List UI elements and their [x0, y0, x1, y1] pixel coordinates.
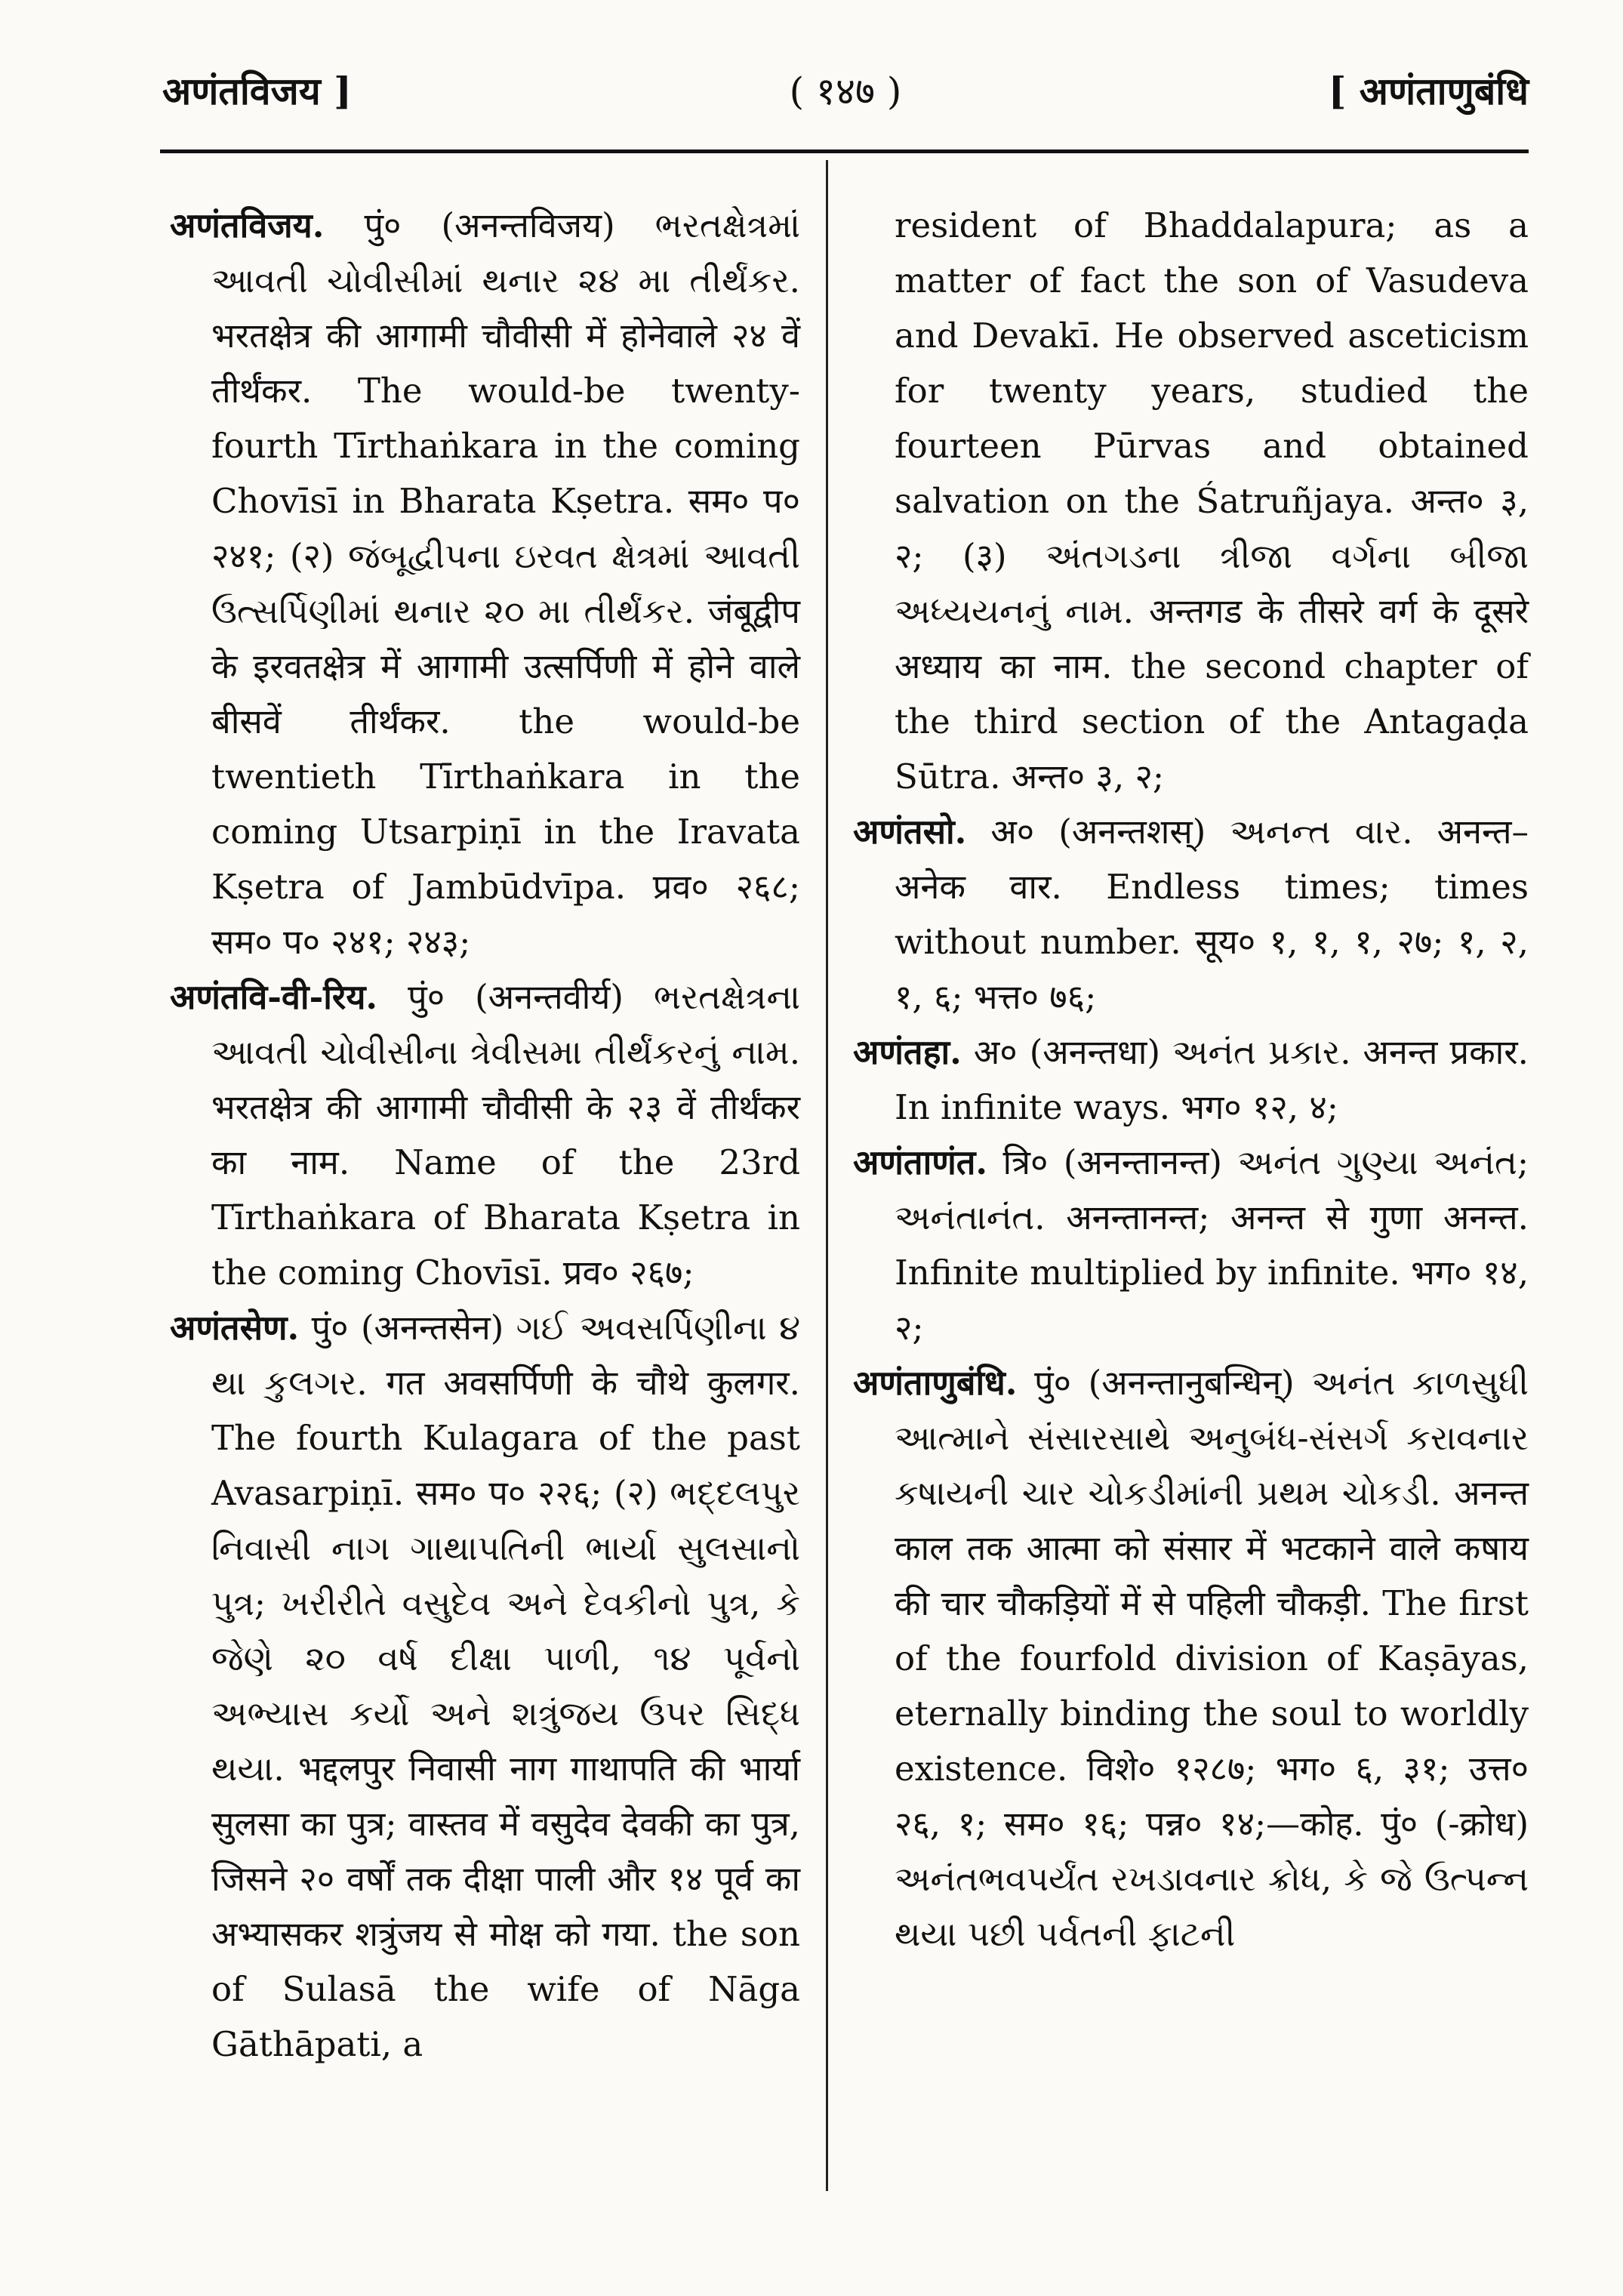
entry-text: अ० (अनन्तशस्) અનન્ત વાર. अनन्त–अनेक वार. Endless times; times without number. सूय० १, १, १, २७; १, २, १, ६; भत्त० ७६; [895, 812, 1529, 1017]
entry-headword: अणंतविजय. [170, 205, 325, 245]
page-header [162, 64, 1529, 125]
entry-headword: अणंतहा. [853, 1032, 962, 1072]
page-number: ( १४७ ) [789, 69, 902, 113]
entry-headword: अणंताणंत. [853, 1142, 988, 1182]
right-column [853, 198, 1529, 1962]
dictionary-entry [853, 1135, 1529, 1355]
dictionary-entry [170, 969, 800, 1300]
dictionary-entry [853, 1355, 1529, 1962]
entry-text: पुं० (अनन्तसेन) ગઈ અવસર્પિણીના ૪ થા કુલગર. गत अवसर्पिणी के चौथे कुलगर. The fourth Kulagara of the past Avasarpiṇī. सम० प० २२६; (२) ભદ્દલપુર નિવાસી નાગ ગાથાપતિની ભાર્યા સુલસાનો પુત્ર; ખરીરીતે વસુદેવ અને દેવકીનો પુત્ર, કે જેણે ૨૦ વર્ષ દીક્ષા પાળી, ૧૪ પૂર્વનો અભ્યાસ કર્યો અને શત્રુંજય ઉપર સિદ્ધ થયા. भद्दलपुर निवासी नाग गाथापति की भार्या सुलसा का पुत्र; वास्तव में वसुदेव देवकी का पुत्र, जिसने २० वर्षों तक दीक्षा पाली और १४ पूर्व का अभ्यासकर शत्रुंजय से मोक्ष को गया. the son of Sulasā the wife of Nāga Gāthāpati, a [211, 1308, 800, 2064]
dictionary-entry [853, 804, 1529, 1025]
entry-text: त्रि० (अनन्तानन्त) અનંત ગુણ્યા અનંત; અનંતાનંત. अनन्तानन्त; अनन्त से गुणा अनन्त. Infinite multiplied by infinite. भग० १४, २; [895, 1142, 1529, 1348]
entry-headword: अणंतवि-वी-रिय. [170, 977, 378, 1017]
header-right-guideword: [ अणंताणुबंधि [1328, 69, 1529, 113]
dictionary-entry [170, 198, 800, 969]
column-divider [826, 160, 828, 2191]
header-left-guideword: अणंतविजय ] [162, 69, 352, 113]
left-column [170, 198, 800, 2072]
entry-text: पुं० (अनन्तवीर्य) ભરતક્ષેત્રના આવતી ચોવીસીના ત્રેવીસમા તીર્થંકરનું નામ. भरतक्षेत्र की आगामी चौवीसी के २३ वें तीर्थंकर का नाम. Name of the 23rd Tīrthaṅkara of Bharata Kṣetra in the coming Chovīsī. प्रव० २६७; [211, 977, 800, 1293]
entry-headword: अणंतसो. [853, 812, 967, 852]
dictionary-entry-continuation [853, 198, 1529, 804]
entry-text: पुं० (अनन्तविजय) ભરતક્ષેત્રમાં આવતી ચોવીસીમાં થનાર ૨૪ મા તીર્થંકર. भरतक्षेत्र की आगामी चौवीसी में होनेवाले २४ वें तीर्थंकर. The would-be twenty-fourth Tīrthaṅkara in the coming Chovīsī in Bharata Kṣetra. सम० प० २४१; (२) જંબૂદ્વીપના ઇરવત ક્ષેત્રમાં આવતી ઉત્સર્પિણીમાં થનાર ૨૦ મા તીર્થંકર. जंबूद्वीप के इरवतक्षेत्र में आगामी उत्सर्पिणी में होने वाले बीसवें तीर्थंकर. the would-be twentieth Tīrthaṅkara in the coming Utsarpiṇī in the Iravata Kṣetra of Jambūdvīpa. प्रव० २६८; सम० प० २४१; २४३; [211, 205, 801, 962]
dictionary-entry [853, 1025, 1529, 1135]
header-rule [160, 149, 1529, 153]
entry-headword: अणंतसेण. [170, 1308, 300, 1348]
entry-text: resident of Bhaddalapura; as a matter of fact the son of Vasudeva and Devakī. He observed asceticism for twenty years, studied the fourteen Pūrvas and obtained salvation on the Śatruñjaya. अन्त० ३, २; (३) અંતગડના ત્રીજા વર્ગના બીજા અધ્યયનનું નામ. अन्तगड के तीसरे वर्ग के दूसरे अध्याय का नाम. the second chapter of the third section of the Antagaḍa Sūtra. अन्त० ३, २; [895, 205, 1529, 797]
entry-headword: अणंताणुबंधि. [853, 1363, 1018, 1403]
entry-text: पुं० (अनन्तानुबन्धिन्) અનંત કાળસુધી આત્માને સંસારસાથે અનુબંધ-સંસર્ગ કરાવનાર કષાયની ચાર ચોકડીમાંની પ્રથમ ચોકડી. अनन्त काल तक आत्मा को संसार में भटकाने वाले कषाय की चार चौकड़ियों में से पहिली चौकड़ी. The first of the fourfold division of Kaṣāyas, eternally binding the soul to worldly existence. विशे० १२८७; भग० ६, ३१; उत्त० २६, १; सम० १६; पन्न० १४;—कोह. पुं० (-क्रोध) અનંતભવપર્યંત રખડાવનાર ક્રોધ, કે જે ઉત્પન્ન થયા પછી પર્વતની ફાટની [895, 1363, 1529, 1954]
dictionary-entry [170, 1300, 800, 2072]
entry-text: अ० (अनन्तधा) અનંત પ્રકાર. अनन्त प्रकार. In infinite ways. भग० १२, ४; [895, 1032, 1529, 1127]
